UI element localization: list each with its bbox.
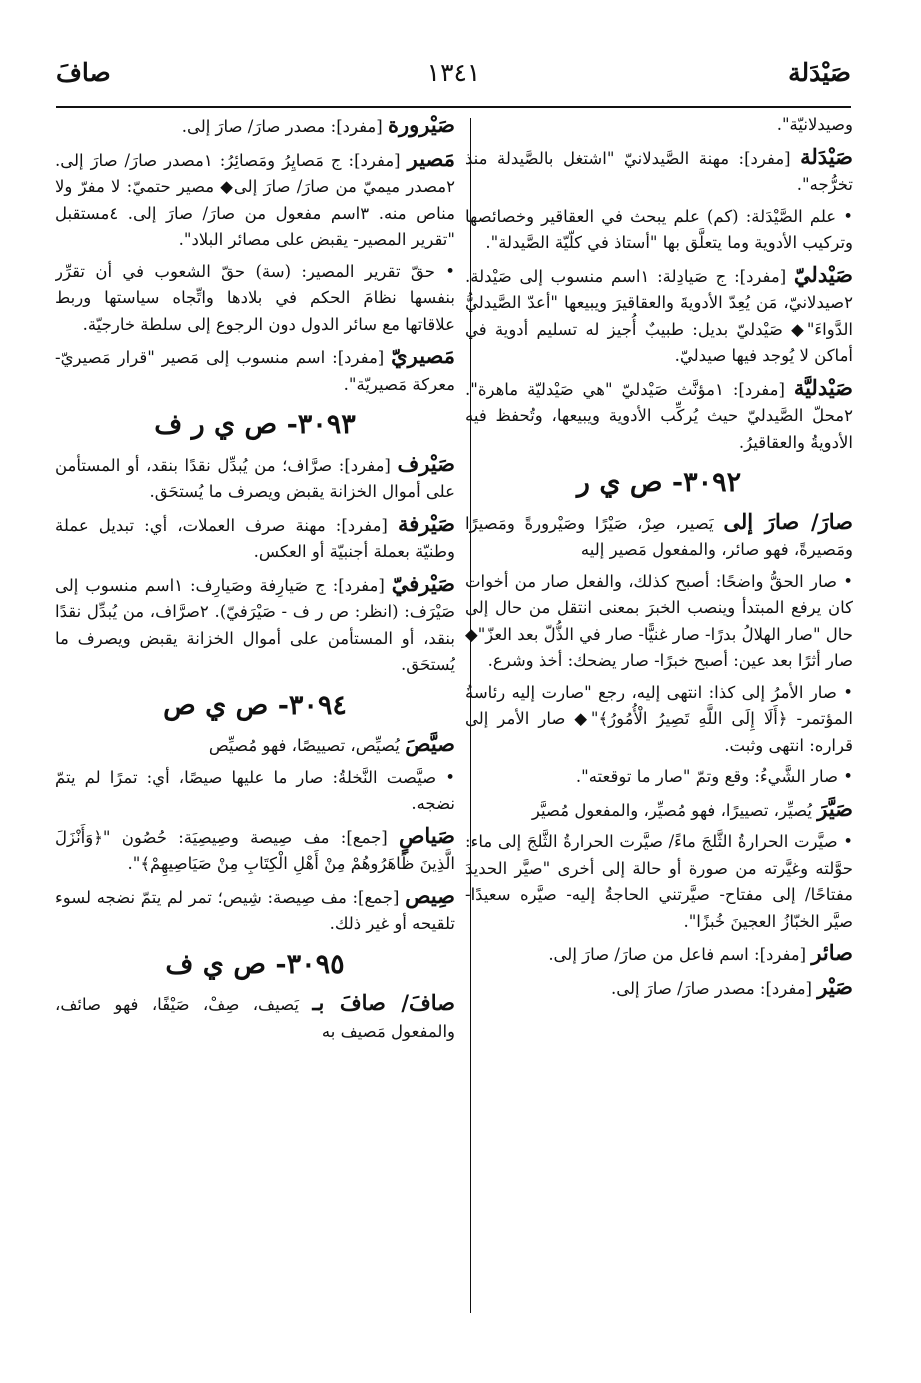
entry-text: • صار الشَّيءُ: وقع وتمّ "صار ما توقعته". bbox=[575, 767, 853, 786]
entry-text: • حقّ تقرير المصير: (سة) حقّ الشعوب في أن تقرِّر بنفسها نظامَ الحكم في بلادها واتِّجاه سياستها وربط علاقاتها مع سائر الدول دون الرجوع إلى سلطة خارجيّة. bbox=[55, 261, 455, 334]
entry-text: يُصيِّص، تصييصًا، فهو مُصيِّص bbox=[208, 736, 406, 755]
entry-headword: صَيْرف bbox=[397, 450, 455, 476]
entry-text: • صار الأمرُ إلى كذا: انتهى إليه، رجع "صارت إليه رئاسةُ المؤتمر- ﴿أَلَا إِلَى اللَّهِ تَصِيرُ الْأُمُورُ﴾"◆ صار الأمر إلى قراره: انتهى وثبت. bbox=[465, 682, 853, 755]
entry-text: • علم الصَّيْدَلة: (كم) علم يبحث في العقاقير وخصائصها وتركيب الأدوية وما يتعلَّق بها "أستاذ في كلّيّة الصَّيدلة". bbox=[465, 206, 853, 252]
entry-headword: صَياصٍ bbox=[399, 822, 455, 848]
entry-headword: صَيْرفيّ bbox=[391, 570, 455, 596]
dictionary-entry bbox=[465, 764, 853, 791]
header-right-word: صَيْدَلة bbox=[788, 58, 851, 87]
entry-text: وصيدلانيّة". bbox=[776, 115, 853, 134]
entry-text: [مفرد]: مصدر صارَ/ صارَ إلى. bbox=[181, 117, 388, 136]
dictionary-entry bbox=[55, 990, 455, 1045]
dictionary-entry bbox=[55, 765, 455, 818]
entry-headword: مَصير bbox=[407, 145, 455, 171]
header-rule bbox=[56, 106, 851, 108]
entry-text: [مفرد]: ج صَيادِلة: ١اسم منسوب إلى صَيْدلة. ٢صيدلانيّ، مَن يُعِدّ الأدويةَ والعقاقيرَ ويبيعها "أعدّ الصَّيدليُّ الدَّواءَ"◆ صَيْدليّ بديل: طبيبٌ أُجيز له تسليم أدوية في أماكن لا يُوجد فيها صيدليّ. bbox=[465, 266, 853, 365]
header-left-word: صافَ bbox=[56, 58, 111, 87]
dictionary-entry bbox=[465, 974, 853, 1003]
entry-headword: صائر bbox=[811, 940, 853, 965]
entry-headword: صَيْدليَّة bbox=[793, 374, 853, 400]
entry-text: [مفرد]: مهنة الصَّيدلانيّ "اشتغل بالصَّيدلة منذ تخرُّجه". bbox=[465, 148, 853, 194]
dictionary-entry bbox=[55, 112, 455, 141]
page-number: ١٣٤١ bbox=[426, 58, 481, 87]
entry-text: [جمع]: مف صِيصة وصِيصِيَة: حُصُون "﴿وَأَنْزَلَ الَّذِينَ ظَاهَرُوهُمْ مِنْ أَهْلِ الْكِتَابِ مِنْ صَيَاصِيهِمْ﴾". bbox=[55, 827, 455, 873]
dictionary-entry bbox=[55, 731, 455, 760]
dictionary-entry bbox=[55, 823, 455, 878]
entry-headword: صِيص bbox=[405, 882, 455, 908]
dictionary-entry bbox=[465, 112, 853, 139]
entry-headword: صارَ/ صارَ إلى bbox=[723, 508, 853, 534]
entry-text: يُصيِّر، تصييرًا، فهو مُصيِّر، والمفعول مُصيَّر bbox=[531, 800, 818, 820]
entry-text: [مفرد]: ج صَيارِفة وصَيارِف: ١اسم منسوب إلى صَيْرَف: (انظر: ص ر ف - صَيْرَفيّ). ٢صرَّاف، من يُبدِّل نقدًا بنقد، أو المستأمن على أموال الخزانة يقبض ويصرف ما يُستحَق. bbox=[55, 575, 455, 674]
entry-text: [مفرد]: ١مؤنَّث صَيْدليّ "هي صَيْدليّة ماهرة". ٢محلّ الصَّيدليّ حيث يُركِّب الأدوية ويبيعها، وتُحفظ فيه الأدويةُ والعقاقيرُ. bbox=[465, 379, 853, 452]
entry-text: يَصير، صِرْ، صَيْرًا وصَيْرورةً ومَصيرًا ومَصيرةً، فهو صائر، والمفعول مَصير إليه bbox=[465, 513, 853, 559]
entry-headword: صَيْرورة bbox=[387, 112, 455, 137]
dictionary-entry bbox=[465, 375, 853, 457]
dictionary-entry bbox=[465, 829, 853, 935]
dictionary-entry bbox=[465, 940, 853, 969]
dictionary-entry bbox=[465, 262, 853, 370]
entry-text: [مفرد]: اسم منسوب إلى مَصير "قرار مَصيريّ- معركة مَصيريّة". bbox=[55, 348, 455, 394]
entry-headword: صَيْدَلة bbox=[800, 143, 853, 169]
entry-text: يَصيف، صِفْ، صَيْفًا، فهو صائف، والمفعول مَصيف به bbox=[55, 995, 455, 1041]
entry-headword: مَصيريّ bbox=[391, 343, 455, 368]
dictionary-entry bbox=[55, 146, 455, 254]
entry-text: • صيَّصت النَّخلةُ: صار ما عليها صيصًا، أي: تمرًا لم يتمّ نضجه. bbox=[55, 767, 455, 813]
entry-text: [مفرد]: اسم فاعل من صارَ/ صارَ إلى. bbox=[548, 945, 812, 964]
section-heading-3095: ٣٠٩٥- ص ي ف bbox=[165, 948, 345, 980]
entry-headword: صَيْرفة bbox=[397, 510, 455, 536]
entry-text: • صار الحقُّ واضحًا: أصبح كذلك، والفعل صار من أخوات كان يرفع المبتدأ وينصب الخبرَ بمعنى انتقل من حال إلى حال "صار الهلالُ بدرًا- صار غنيًّا- صار في الذُّلّ بعد العزّ"◆ صار أثرًا بعد عين: أصبح خبرًا- صار يضحك: أخذ وشرع. bbox=[465, 571, 853, 670]
dictionary-entry bbox=[55, 883, 455, 938]
entry-headword: صَيَّرَ bbox=[817, 795, 853, 821]
dictionary-entry bbox=[55, 511, 455, 566]
dictionary-entry bbox=[55, 343, 455, 398]
entry-headword: صَيْدليّ bbox=[793, 261, 853, 287]
entry-headword: صيَّصَ bbox=[405, 731, 455, 756]
section-heading-3093: ٣٠٩٣- ص ي ر ف bbox=[154, 409, 356, 440]
page-header bbox=[56, 58, 851, 98]
entry-text: [مفرد]: صرَّاف؛ من يُبدِّل نقدًا بنقد، أو المستأمن على أموال الخزانة يقبض ويصرف ما يُستحَق. bbox=[55, 455, 455, 501]
entry-text: [جمع]: مف صِيصة: شِيص؛ تمر لم يتمّ نضجه لسوء تلقيحه أو غير ذلك. bbox=[55, 887, 455, 933]
entry-text: [مفرد]: ج مَصايِرُ ومَصائِرُ: ١مصدر صارَ/ صارَ إلى. ٢مصدر ميميّ من صارَ/ صارَ إلى◆ مصير حتميّ: لا مفرّ ولا مناص منه. ٣اسم مفعول من صارَ/ صارَ إلى. ٤مستقبل "تقرير المصير- يقبض على مصائر البلاد". bbox=[55, 150, 455, 249]
left-column bbox=[55, 112, 455, 1312]
dictionary-entry bbox=[465, 144, 853, 199]
dictionary-entry bbox=[465, 569, 853, 675]
section-heading-3094: ٣٠٩٤- ص ي ص bbox=[163, 689, 347, 721]
entry-headword: صَيْر bbox=[817, 973, 853, 999]
dictionary-entry bbox=[465, 204, 853, 257]
dictionary-entry bbox=[465, 680, 853, 760]
entry-headword: صافَ/ صافَ بـ bbox=[312, 990, 455, 1015]
entry-text: • صيَّرت الحرارةُ الثَّلجَ ماءً/ صيَّرت الحرارةُ الثَّلجَ إلى ماء: حوَّلته وغيَّرته من صورة أو حالة إلى أخرى "صيَّر الحديدَ مفتاحًا/ إلى مفتاح- صيَّرتني الحاجةُ إليه- صيَّره سعيدًا- صيَّر الخبّازُ العجينَ خُبزًا". bbox=[465, 832, 853, 931]
dictionary-entry bbox=[465, 509, 853, 564]
dictionary-entry bbox=[55, 571, 455, 679]
right-column bbox=[465, 112, 853, 1312]
section-heading-3092: ٣٠٩٢- ص ي ر bbox=[576, 467, 742, 498]
dictionary-entry bbox=[55, 451, 455, 506]
dictionary-entry bbox=[465, 796, 853, 825]
dictionary-entry bbox=[55, 259, 455, 339]
entry-text: [مفرد]: مهنة صرف العملات، أي: تبديل عملة وطنيّة بعملة أجنبيّة أو العكس. bbox=[55, 515, 455, 561]
entry-text: [مفرد]: مصدر صارَ/ صارَ إلى. bbox=[610, 978, 818, 998]
